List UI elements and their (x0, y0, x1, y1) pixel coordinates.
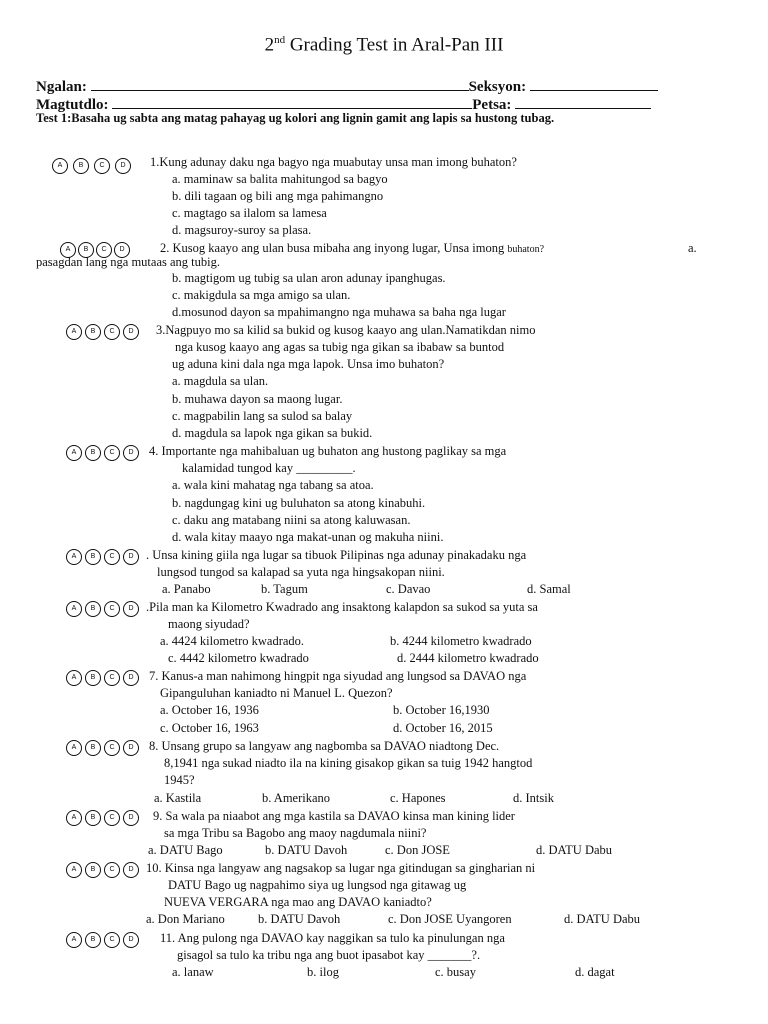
bubble-d[interactable]: D (123, 601, 139, 617)
question-stem-line2: Gipanguluhan kaniadto ni Manuel L. Quezon? (160, 686, 393, 700)
question-stem-line2: gisagol sa tulo ka tribu nga ang buot ipasabot kay _______?. (177, 948, 481, 962)
question-stem: 10. Kinsa nga langyaw ang nagsakop sa lugar nga gitindugan sa gingharian ni (146, 861, 536, 875)
bubble-d[interactable]: D (123, 549, 139, 565)
bubble-a[interactable]: A (66, 670, 82, 686)
teacher-label: Magtutdlo: (36, 97, 109, 113)
question-stem-line2: sa mga Tribu sa Bagobo ang maoy nagdumala niini? (164, 826, 427, 840)
bubble-a[interactable]: A (66, 740, 82, 756)
title-superscript: nd (274, 34, 286, 46)
choice-c: c. Don JOSE Uyangoren (388, 912, 512, 926)
choice-c: c. magpabilin lang sa sulod sa balay (172, 409, 353, 423)
choice-d: d. wala kitay maayo nga makat-unan og makuha niini. (172, 530, 444, 544)
choice-d: d. 2444 kilometro kwadrado (397, 651, 539, 665)
section-label: Seksyon: (468, 79, 527, 95)
bubble-c[interactable]: C (104, 862, 120, 878)
question-stem-text: 2. Kusog kaayo ang ulan busa mibaha ang inyong lugar, Unsa imong (160, 241, 505, 255)
answer-bubbles-q3 (66, 323, 144, 341)
bubble-b[interactable]: B (73, 158, 89, 174)
answer-bubbles-q4 (66, 444, 144, 462)
question-stem: .Pila man ka Kilometro Kwadrado ang insaktong kalapdon sa sukod sa yuta sa (146, 600, 538, 614)
choice-d: d. magsuroy-suroy sa plasa. (172, 223, 312, 237)
choice-a: a. magdula sa ulan. (172, 374, 269, 388)
bubble-d[interactable]: D (123, 810, 139, 826)
choice-a: a. DATU Bago (148, 843, 223, 857)
bubble-c[interactable]: C (104, 932, 120, 948)
answer-bubbles-q8 (66, 739, 144, 757)
date-label: Petsa: (472, 97, 512, 113)
bubble-b[interactable]: B (85, 932, 101, 948)
question-stem-line2: maong siyudad? (168, 617, 250, 631)
choice-d: d. Intsik (513, 791, 554, 805)
choice-b: b. DATU Davoh (258, 912, 341, 926)
bubble-c[interactable]: C (104, 601, 120, 617)
choice-a: a. October 16, 1936 (160, 703, 259, 717)
choice-b: b. 4244 kilometro kwadrado (390, 634, 532, 648)
instructions: Test 1:Basaha ug sabta ang matag pahayag ug kolori ang lignin gamit ang lapis sa hustong tubag. (36, 111, 555, 125)
title-ordinal: 2 (264, 34, 275, 56)
choice-d: d. DATU Dabu (564, 912, 641, 926)
choice-b: b. ilog (307, 965, 339, 979)
bubble-b[interactable]: B (85, 549, 101, 565)
date-blank[interactable] (515, 94, 651, 109)
question-stem: 9. Sa wala pa niaabot ang mga kastila sa DAVAO kinsa man kining lider (153, 809, 515, 823)
bubble-d[interactable]: D (123, 740, 139, 756)
choice-c: c. Davao (386, 582, 431, 596)
bubble-d[interactable]: D (123, 670, 139, 686)
bubble-a[interactable]: A (66, 810, 82, 826)
bubble-c[interactable]: C (104, 740, 120, 756)
bubble-b[interactable]: B (85, 862, 101, 878)
question-stem: 7. Kanus-a man nahimong hingpit nga siyudad ang lungsod sa DAVAO nga (149, 669, 527, 683)
choice-b: b. nagdungag kini ug buluhaton sa atong kinabuhi. (172, 496, 426, 510)
choice-d: d. dagat (575, 965, 615, 979)
choice-a: a. Panabo (162, 582, 211, 596)
answer-bubbles-q11 (66, 931, 144, 949)
choice-b: b. muhawa dayon sa maong lugar. (172, 392, 343, 406)
choice-c: c. daku ang matabang niini sa atong kaluwasan. (172, 513, 411, 527)
bubble-a[interactable]: A (66, 445, 82, 461)
choice-b: b. dili tagaan og bili ang mga pahimangno (172, 189, 384, 203)
choice-d: d. DATU Dabu (536, 843, 613, 857)
question-stem-line2: nga kusog kaayo ang agas sa tubig nga gikan sa ibabaw sa buntod (175, 340, 505, 354)
question-stem: 11. Ang pulong nga DAVAO kay naggikan sa tulo ka pinulungan nga (160, 931, 505, 945)
bubble-b[interactable]: B (85, 445, 101, 461)
choice-c: c. 4442 kilometro kwadrado (168, 651, 309, 665)
bubble-d[interactable]: D (123, 324, 139, 340)
question-stem-line3: ug aduna kini dala nga mga lapok. Unsa imo buhaton? (172, 357, 445, 371)
choice-b: b. magtigom ug tubig sa ulan aron adunay ipanghugas. (172, 271, 446, 285)
question-stem: . Unsa kining giila nga lugar sa tibuok Pilipinas nga adunay pinakadaku nga (146, 548, 527, 562)
teacher-blank[interactable] (112, 94, 472, 109)
choice-a: a. maminaw sa balita mahitungod sa bagyo (172, 172, 388, 186)
bubble-b[interactable]: B (85, 810, 101, 826)
bubble-d[interactable]: D (123, 862, 139, 878)
choice-a: a. 4424 kilometro kwadrado. (160, 634, 305, 648)
bubble-d[interactable]: D (115, 158, 131, 174)
bubble-c[interactable]: C (104, 324, 120, 340)
answer-bubbles-q10 (66, 861, 144, 879)
bubble-a[interactable]: A (66, 932, 82, 948)
bubble-a[interactable]: A (66, 601, 82, 617)
bubble-a[interactable]: A (66, 862, 82, 878)
bubble-c[interactable]: C (96, 242, 112, 258)
bubble-c[interactable]: C (104, 670, 120, 686)
choice-c: c. makigdula sa mga amigo sa ulan. (172, 288, 351, 302)
choice-c: c. Don JOSE (385, 843, 450, 857)
page-title (0, 34, 768, 56)
question-stem-line3: 1945? (164, 773, 195, 787)
bubble-c[interactable]: C (104, 549, 120, 565)
name-blank[interactable] (91, 76, 469, 91)
bubble-a[interactable]: A (66, 324, 82, 340)
question-stem-line2: lungsod tungod sa kalapad sa yuta nga hingsakopan niini. (157, 565, 445, 579)
question-stem: 8. Unsang grupo sa langyaw ang nagbomba sa DAVAO niadtong Dec. (149, 739, 500, 753)
question-stem: 1.Kung adunay daku nga bagyo nga muabutay unsa man imong buhaton? (150, 155, 517, 169)
bubble-c[interactable]: C (94, 158, 110, 174)
question-stem-line2: DATU Bago ug nagpahimo siya ug lungsod nga gitawag ug (168, 878, 467, 892)
choice-d: d. October 16, 2015 (393, 721, 493, 735)
section-blank[interactable] (530, 76, 658, 91)
choice-c: c. magtago sa ilalom sa lamesa (172, 206, 327, 220)
bubble-b[interactable]: B (85, 324, 101, 340)
answer-bubbles-q7 (66, 669, 144, 687)
choice-c: c. busay (435, 965, 476, 979)
bubble-b[interactable]: B (85, 670, 101, 686)
title-text: Grading Test in Aral-Pan III (285, 34, 504, 56)
choice-d: d. magdula sa lapok nga gikan sa bukid. (172, 426, 373, 440)
question-stem-tail: buhaton? (507, 244, 545, 255)
answer-bubbles-q6 (66, 600, 144, 618)
choice-d: d.mosunod dayon sa mpahimangno nga muhawa sa baha nga lugar (172, 305, 506, 319)
bubble-b[interactable]: B (78, 242, 94, 258)
choice-b: b. Amerikano (262, 791, 331, 805)
choice-a: pasagdan lang nga mutaas ang tubig. (36, 255, 220, 269)
question-stem-line2: kalamidad tungod kay _________. (182, 461, 356, 475)
choice-b: b. October 16,1930 (393, 703, 490, 717)
bubble-d[interactable]: D (123, 445, 139, 461)
choice-c: c. October 16, 1963 (160, 721, 259, 735)
answer-bubbles-q9 (66, 809, 144, 827)
bubble-d[interactable]: D (114, 242, 130, 258)
name-row (36, 76, 658, 96)
question-stem-line3: NUEVA VERGARA nga mao ang DAVAO kaniadto? (164, 895, 432, 909)
bubble-a[interactable]: A (60, 242, 76, 258)
bubble-b[interactable]: B (85, 740, 101, 756)
answer-bubbles-q5 (66, 548, 144, 566)
bubble-c[interactable]: C (104, 810, 120, 826)
choice-a: a. wala kini mahatag nga tabang sa atoa. (172, 478, 374, 492)
choice-b: b. DATU Davoh (265, 843, 348, 857)
choice-c: c. Hapones (390, 791, 446, 805)
bubble-a[interactable]: A (52, 158, 68, 174)
bubble-c[interactable]: C (104, 445, 120, 461)
name-label: Ngalan: (36, 79, 87, 95)
choice-a-marker: a. (688, 241, 697, 255)
choice-a: a. Kastila (154, 791, 202, 805)
answer-bubbles-q1 (52, 157, 136, 175)
bubble-a[interactable]: A (66, 549, 82, 565)
bubble-b[interactable]: B (85, 601, 101, 617)
bubble-d[interactable]: D (123, 932, 139, 948)
choice-a: a. Don Mariano (146, 912, 225, 926)
choice-a: a. lanaw (172, 965, 214, 979)
choice-b: b. Tagum (261, 582, 308, 596)
question-stem-line2: 8,1941 nga sukad niadto ila na kining gisakop gikan sa tuig 1942 hangtod (164, 756, 533, 770)
question-stem: 4. Importante nga mahibaluan ug buhaton ang hustong paglikay sa mga (149, 444, 507, 458)
question-stem: 3.Nagpuyo mo sa kilid sa bukid og kusog kaayo ang ulan.Namatikdan nimo (156, 323, 536, 337)
choice-d: d. Samal (527, 582, 571, 596)
